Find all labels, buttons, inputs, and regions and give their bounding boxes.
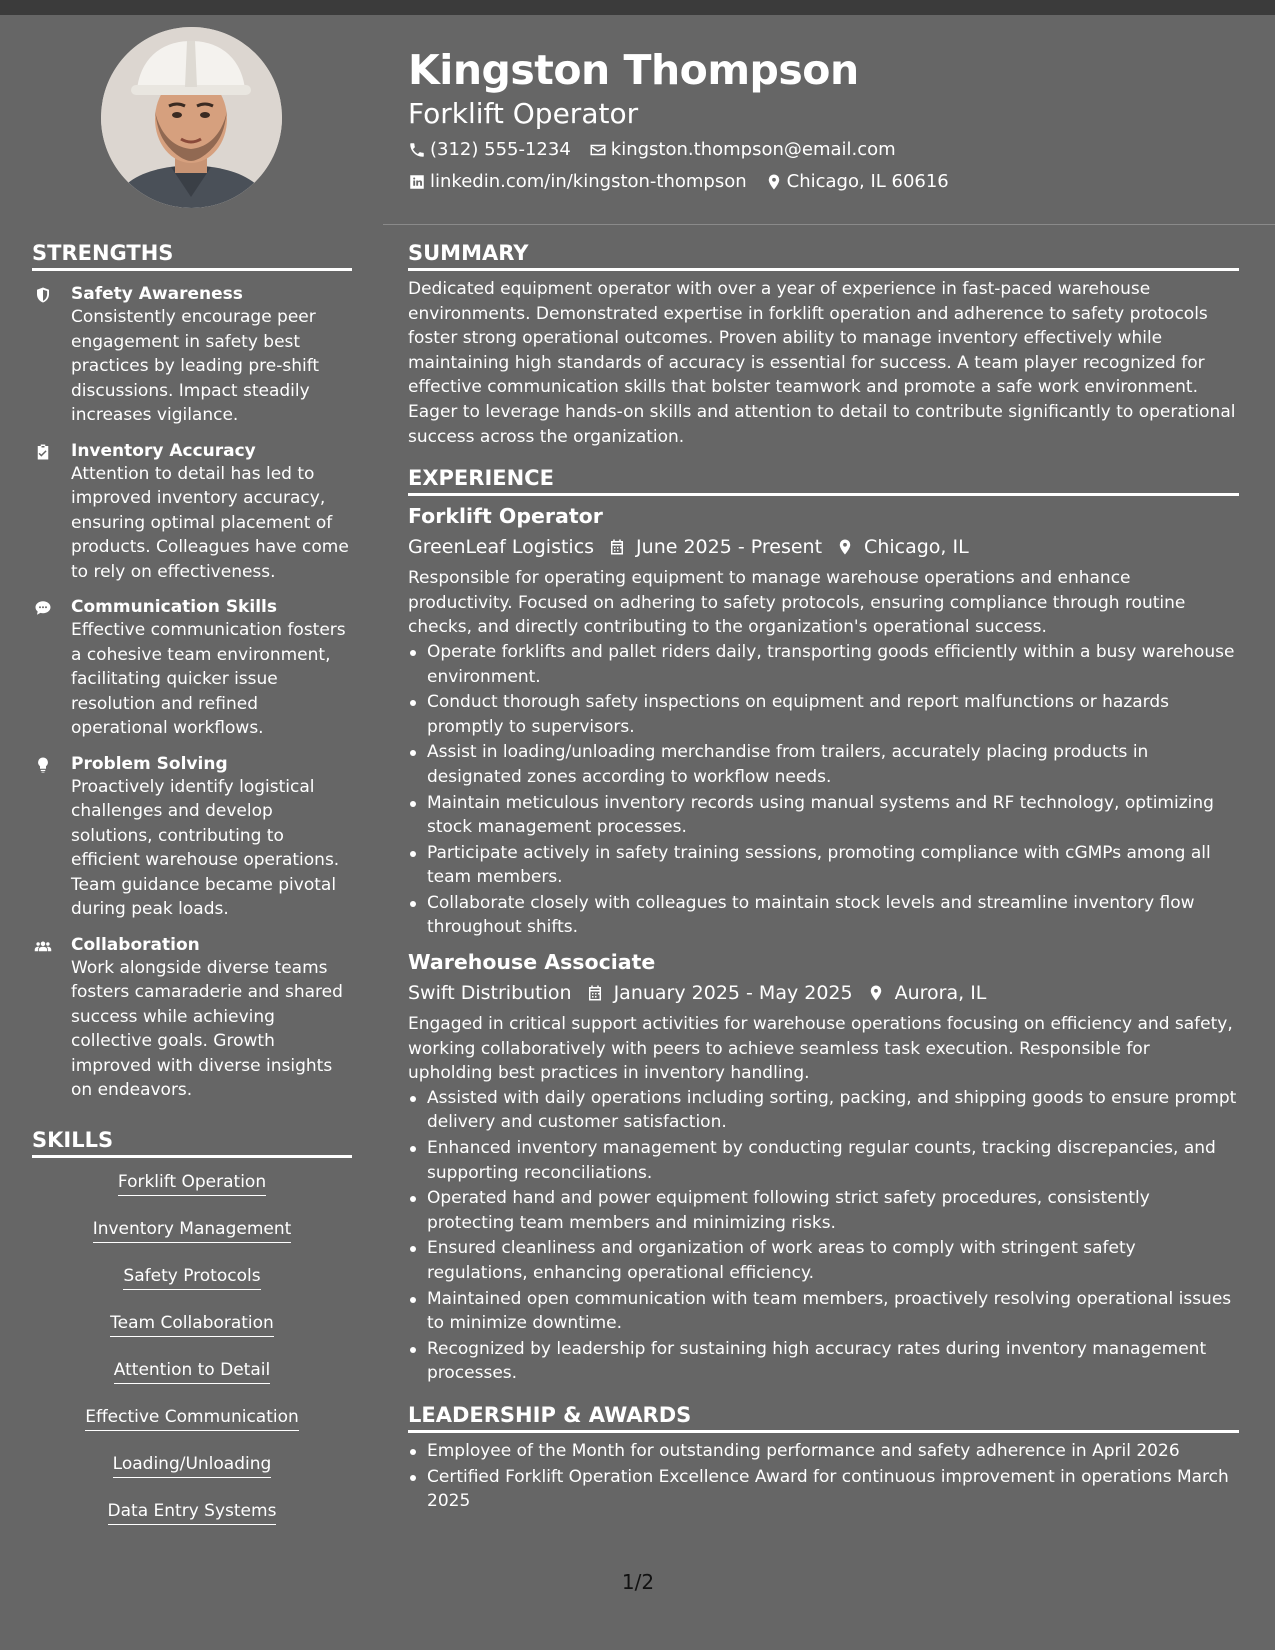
job-bullet: Operate forklifts and pallet riders daily, transporting goods efficiently within a busy warehouse environment. [408,640,1239,689]
calendar-icon [586,983,604,1003]
job-meta [408,978,1239,1008]
job-title: Warehouse Associate [408,950,656,975]
calendar-icon [608,537,626,557]
skill-item [32,1217,352,1243]
strength-desc: Effective communication fosters a cohesive team environment, facilitating quicker issue resolution and refined operational workflows. [71,620,346,738]
lightbulb-icon [34,756,52,774]
strength-title: Communication Skills [71,597,277,617]
strengths-title: STRENGTHS [32,238,352,271]
avatar-illustration [101,27,282,208]
job-title: Forklift Operator [408,504,603,529]
skill-label: Loading/Unloading [113,1452,272,1478]
job-bullet: Participate actively in safety training sessions, promoting compliance with cGMPs among all team members. [408,841,1239,890]
job-location: Aurora, IL [894,982,987,1005]
skills-list [32,1170,352,1525]
job-bullets [408,1086,1239,1386]
awards-list [408,1439,1239,1514]
contact-row-2 [408,168,1238,196]
experience-title: EXPERIENCE [408,463,1239,496]
candidate-name: Kingston Thompson [408,46,859,94]
job-entry [408,948,1239,1386]
strength-desc: Work alongside diverse teams fosters camaraderie and shared success while achieving collective goals. Growth improved with diverse insights on endeavors. [71,957,343,1100]
job-bullet: Enhanced inventory management by conducting regular counts, tracking discrepancies, and supporting reconciliations. [408,1136,1239,1185]
top-bar [0,0,1275,15]
job-entry [408,502,1239,940]
linkedin-item[interactable] [408,168,747,196]
clipboard-check-icon [34,443,52,461]
linkedin-icon [408,173,426,191]
job-dates: January 2025 - May 2025 [613,982,853,1005]
linkedin-text: linkedin.com/in/kingston-thompson [430,171,747,192]
strength-item [32,596,352,741]
phone-item[interactable] [408,136,571,164]
skill-item [32,1311,352,1337]
skill-item [32,1405,352,1431]
skill-item [32,1358,352,1384]
profile-photo [101,27,282,208]
job-location-wrap [836,532,969,562]
job-location: Chicago, IL [864,536,969,559]
award-item: Certified Forklift Operation Excellence Award for continuous improvement in operations March 2025 [408,1465,1239,1514]
summary-text: Dedicated equipment operator with over a year of experience in fast-paced warehouse environments. Demonstrated expertise in forklift operation and adherence to safety protocols foster strong operational outcomes. Proven ability to manage inventory effectively while maintaining high standards of accuracy is essential for success. A team player recognized for effective communication skills that bolster teamwork and promote a safe work environment. Eager to leverage hands-on skills and attention to detail to contribute significantly to operational success across the organization. [408,279,1236,447]
envelope-icon [589,141,607,159]
contact-row-1 [408,136,1238,164]
job-bullets [408,640,1239,940]
job-bullet: Conduct thorough safety inspections on equipment and report malfunctions or hazards promptly to supervisors. [408,690,1239,739]
job-bullet: Maintained open communication with team members, proactively resolving operational issues to minimize downtime. [408,1287,1239,1336]
left-column [32,238,352,1546]
job-bullet: Recognized by leadership for sustaining high accuracy rates during inventory management processes. [408,1337,1239,1386]
candidate-role: Forklift Operator [408,97,639,130]
job-meta [408,532,1239,562]
location-text: Chicago, IL 60616 [786,171,949,192]
job-dates: June 2025 - Present [636,536,823,559]
skill-label: Data Entry Systems [108,1499,277,1525]
job-bullet: Operated hand and power equipment following strict safety procedures, consistently protecting team members and minimizing risks. [408,1186,1239,1235]
strength-title: Inventory Accuracy [71,440,256,461]
job-bullet: Assisted with daily operations including sorting, packing, and shipping goods to ensure prompt delivery and customer satisfaction. [408,1086,1239,1135]
strength-item [32,753,352,922]
strength-title: Collaboration [71,934,200,955]
job-bullet: Maintain meticulous inventory records using manual systems and RF technology, optimizing stock management processes. [408,791,1239,840]
awards-title: LEADERSHIP & AWARDS [408,1400,1239,1433]
map-pin-icon [836,537,854,557]
phone-icon [408,141,426,159]
strength-desc: Proactively identify logistical challenges and develop solutions, contributing to efficient warehouse operations. Team guidance became pivotal during peak loads. [71,776,340,919]
skill-label: Inventory Management [93,1217,292,1243]
strength-desc: Attention to detail has led to improved inventory accuracy, ensuring optimal placement of products. Colleagues have come to rely on effectiveness. [71,463,349,582]
summary-title: SUMMARY [408,238,1239,271]
page-number: 1/2 [621,1570,655,1594]
right-column [408,238,1239,1515]
chat-bubble-icon [34,599,52,617]
skill-label: Safety Protocols [123,1264,260,1290]
strength-title: Safety Awareness [71,284,243,304]
job-dates-wrap [608,532,822,562]
skills-title: SKILLS [32,1125,352,1158]
email-item[interactable] [589,136,896,164]
phone-text: (312) 555-1234 [430,139,571,160]
skill-label: Attention to Detail [114,1358,270,1384]
skill-item [32,1499,352,1525]
job-location-wrap [867,978,987,1008]
strength-item [32,283,352,428]
skill-item [32,1264,352,1290]
users-icon [32,937,54,955]
job-company: Swift Distribution [408,982,572,1005]
header-divider [383,224,1275,225]
job-company: GreenLeaf Logistics [408,536,595,559]
strength-title: Problem Solving [71,753,228,774]
award-item: Employee of the Month for outstanding performance and safety adherence in April 2026 [408,1439,1239,1464]
strength-item [32,440,352,585]
map-pin-icon [867,983,885,1003]
skill-item [32,1170,352,1196]
resume-header [408,42,1238,196]
strength-desc: Consistently encourage peer engagement in safety best practices by leading pre-shift discussions. Impact steadily increases vigilance. [71,307,320,425]
skill-item [32,1452,352,1478]
shield-icon [34,286,52,304]
job-bullet: Assist in loading/unloading merchandise from trailers, accurately placing products in designated zones according to workflow needs. [408,740,1239,789]
skill-label: Effective Communication [85,1405,299,1431]
skill-label: Team Collaboration [110,1311,274,1337]
job-bullet: Collaborate closely with colleagues to maintain stock levels and streamline inventory flow throughout shifts. [408,891,1239,940]
job-desc: Responsible for operating equipment to manage warehouse operations and enhance productivity. Focused on adhering to safety protocols, ensuring compliance through routine checks, and directly contributing to the organization's operational success. [408,568,1186,638]
map-pin-icon [765,173,783,191]
job-dates-wrap [586,978,853,1008]
job-bullet: Ensured cleanliness and organization of work areas to comply with stringent safety regulations, enhancing operational efficiency. [408,1236,1239,1285]
email-text: kingston.thompson@email.com [610,139,896,160]
skill-label: Forklift Operation [118,1170,266,1196]
strength-item [32,934,352,1103]
location-item [765,168,949,196]
job-desc: Engaged in critical support activities for warehouse operations focusing on efficiency and safety, working collaboratively with peers to achieve seamless task execution. Responsible for upholding best practices in inventory handling. [408,1014,1233,1084]
